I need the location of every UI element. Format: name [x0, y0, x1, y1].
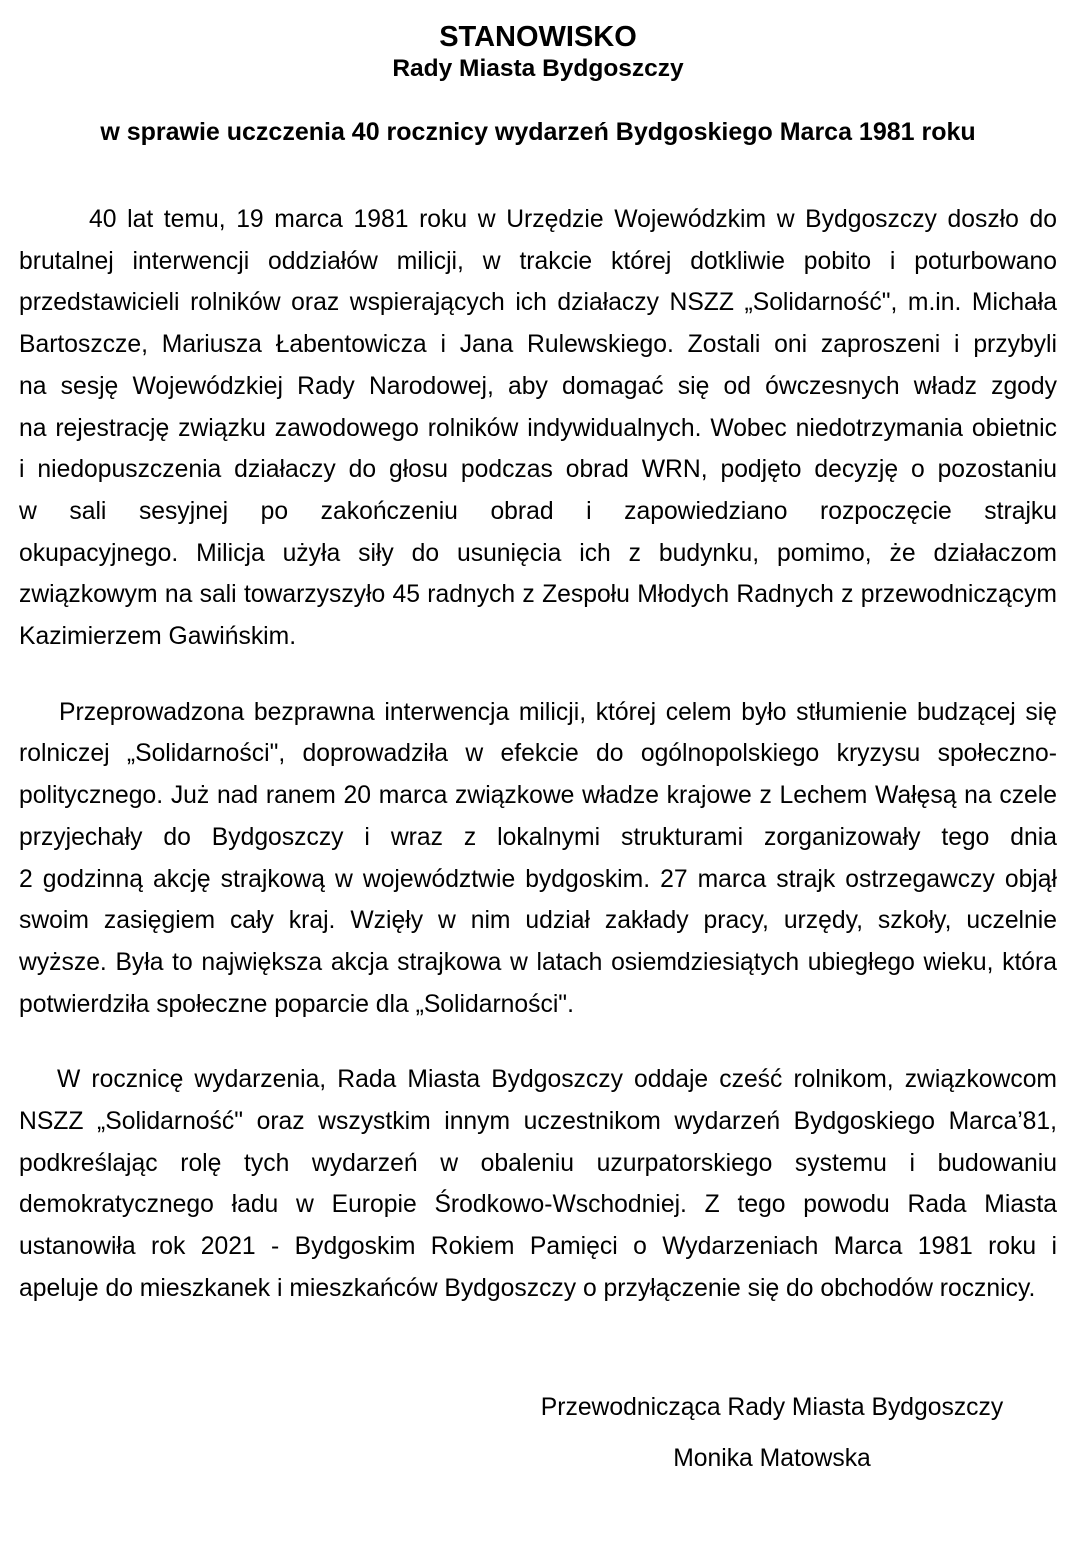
text-line: przedstawicieli rolników oraz wspierających ich działaczy NSZZ „Solidarność", m.in. Michała — [19, 289, 1057, 317]
paragraph-1 — [19, 199, 1057, 658]
text-line: okupacyjnego. Milicja użyła siły do usunięcia ich z budynku, pomimo, że działaczom — [19, 539, 1057, 567]
document-page — [0, 21, 1076, 1544]
document-subject: w sprawie uczczenia 40 rocznicy wydarzeń Bydgoskiego Marca 1981 roku — [100, 118, 976, 146]
document-title: STANOWISKO — [439, 21, 637, 53]
text-line: potwierdziła społeczne poparcie dla „Solidarności". — [19, 990, 574, 1018]
text-line: brutalnej interwencji oddziałów milicji, w trakcie której dotkliwie pobito i poturbowano — [19, 247, 1057, 275]
signature-name: Monika Matowska — [673, 1445, 871, 1473]
signature-block — [487, 1387, 1057, 1480]
text-line: W rocznicę wydarzenia, Rada Miasta Bydgoszczy oddaje cześć rolnikom, związkowcom — [57, 1066, 1057, 1094]
text-line: i niedopuszczenia działaczy do głosu podczas obrad WRN, podjęto decyzję o pozostaniu — [19, 456, 1057, 484]
text-line: apeluje do mieszkanek i mieszkańców Bydgoszczy o przyłączenie się do obchodów rocznicy. — [19, 1274, 1036, 1302]
text-line: Przeprowadzona bezprawna interwencja milicji, której celem było stłumienie budzącej się — [59, 698, 1057, 726]
text-line: wyższe. Była to największa akcja strajkowa w latach osiemdziesiątych ubiegłego wieku, która — [19, 948, 1057, 976]
text-line: na rejestrację związku zawodowego rolników indywidualnych. Wobec niedotrzymania obietnic — [19, 414, 1057, 442]
paragraph-3 — [19, 1059, 1057, 1309]
text-line: demokratycznego ładu w Europie Środkowo-Wschodniej. Z tego powodu Rada Miasta — [19, 1191, 1057, 1219]
text-line: Bartoszcze, Mariusza Łabentowicza i Jana Rulewskiego. Zostali oni zaproszeni i przybyli — [19, 331, 1057, 359]
text-line: 2 godzinną akcję strajkową w województwie bydgoskim. 27 marca strajk ostrzegawczy objął — [19, 865, 1057, 893]
text-line: podkreślając rolę tych wydarzeń w obaleniu uzurpatorskiego systemu i budowaniu — [19, 1149, 1057, 1177]
text-line: swoim zasięgiem cały kraj. Wzięły w nim udział zakłady pracy, urzędy, szkoły, uczelnie — [19, 907, 1057, 935]
text-line: Kazimierzem Gawińskim. — [19, 623, 297, 651]
text-line: rolniczej „Solidarności", doprowadziła w efekcie do ogólnopolskiego kryzysu społeczno- — [19, 740, 1057, 768]
text-line: związkowym na sali towarzyszyło 45 radnych z Zespołu Młodych Radnych z przewodniczącym — [19, 581, 1057, 609]
text-line: NSZZ „Solidarność" oraz wszystkim innym uczestnikom wydarzeń Bydgoskiego Marca’81, — [19, 1108, 1057, 1136]
document-organization: Rady Miasta Bydgoszczy — [392, 55, 684, 82]
text-line: ustanowiła rok 2021 - Bydgoskim Rokiem Pamięci o Wydarzeniach Marca 1981 roku i — [19, 1233, 1057, 1261]
text-line: przyjechały do Bydgoszczy i wraz z lokalnymi strukturami zorganizowały tego dnia — [19, 823, 1057, 851]
text-line: politycznego. Już nad ranem 20 marca związkowe władze krajowe z Lechem Wałęsą na czele — [19, 782, 1057, 810]
text-line: 40 lat temu, 19 marca 1981 roku w Urzędzie Wojewódzkim w Bydgoszczy doszło do — [89, 206, 1057, 233]
text-line: w sali sesyjnej po zakończeniu obrad i zapowiedziano rozpoczęcie strajku — [19, 497, 1057, 525]
document-header — [19, 21, 1057, 148]
paragraph-2 — [19, 692, 1057, 1026]
document-body — [19, 199, 1057, 1310]
signature-role: Przewodnicząca Rady Miasta Bydgoszczy — [540, 1393, 1004, 1421]
text-line: na sesję Wojewódzkiej Rady Narodowej, aby domagać się od ówczesnych władz zgody — [19, 372, 1057, 400]
